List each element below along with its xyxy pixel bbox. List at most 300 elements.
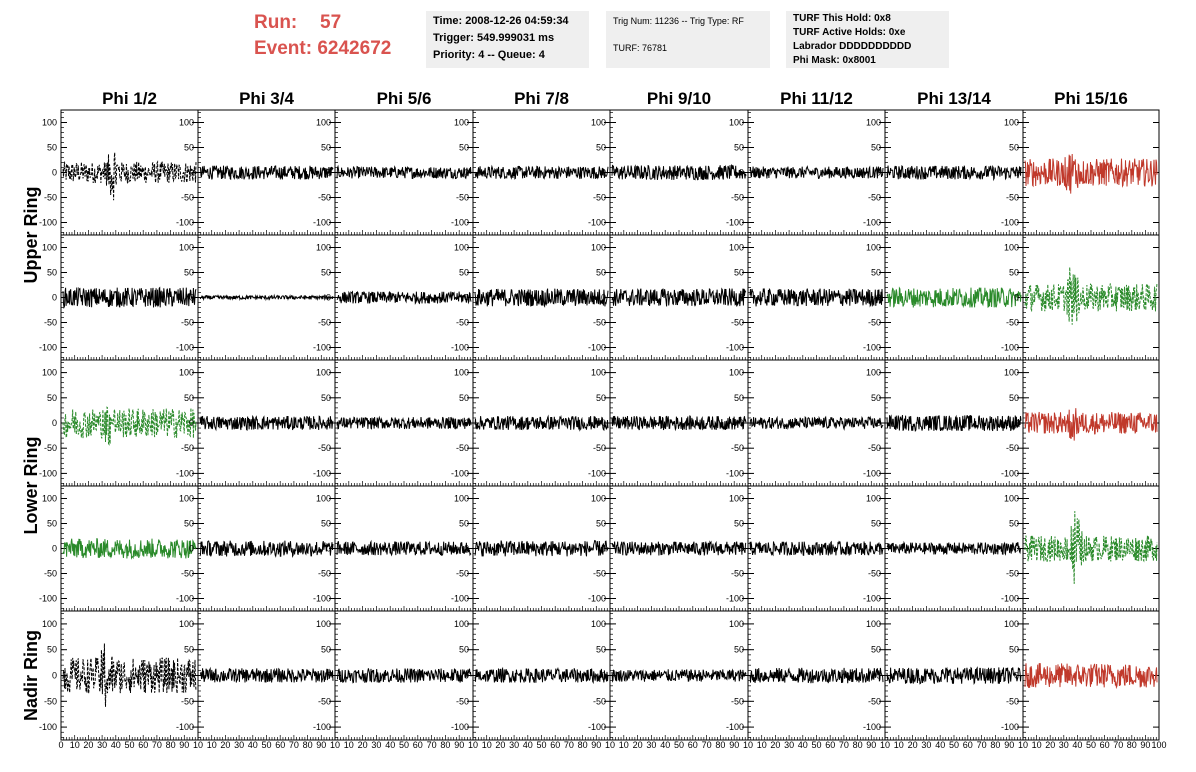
waveform-trace [887,288,1021,308]
y-tick-label: 0 [600,167,606,178]
y-tick-label: 100 [315,367,331,378]
y-tick-label: 0 [463,167,469,178]
y-tick-label: 0 [875,543,881,554]
x-tick-label: 30 [646,740,657,750]
y-tick-label: 50 [1008,267,1019,278]
y-tick-label: -50 [867,696,881,707]
x-tick-label: 60 [412,740,423,750]
x-tick-label: 10 [618,740,629,750]
y-tick-label: 50 [320,644,331,655]
y-tick-label: 50 [458,142,469,153]
waveform-trace [63,288,196,308]
y-tick-label: 100 [590,117,606,128]
y-tick-label: -50 [730,192,744,203]
y-tick-label: -100 [1000,593,1019,604]
y-tick-label: -50 [730,568,744,579]
waveform-trace [200,541,333,557]
y-tick-label: 100 [178,618,194,629]
y-tick-label: -100 [450,593,469,604]
waveform-trace [337,167,471,179]
y-tick-label: -100 [450,722,469,733]
y-tick-label: 0 [1013,292,1019,303]
waveform-trace [750,289,883,307]
y-tick-label: 50 [46,142,57,153]
y-tick-label: -100 [1000,722,1019,733]
waveform-trace [612,416,746,430]
x-tick-label: 50 [948,740,960,750]
y-tick-label: 50 [320,392,331,403]
y-tick-label: 50 [595,142,606,153]
y-tick-label: -100 [862,468,881,479]
x-tick-label: 10 [192,740,204,750]
waveform-trace [887,166,1021,180]
y-tick-label: -50 [317,696,331,707]
y-tick-label: -100 [312,342,331,353]
y-tick-label: -100 [587,342,606,353]
waveform-trace [750,167,883,179]
y-tick-label: -50 [43,568,57,579]
waveform-trace [337,417,471,429]
y-tick-label: -50 [730,317,744,328]
row-label: Nadir Ring [21,629,41,722]
y-tick-label: 100 [315,618,331,629]
x-tick-label: 10 [1017,740,1029,750]
y-tick-label: -100 [587,217,606,228]
y-tick-label: -100 [175,342,194,353]
y-tick-label: 50 [183,644,194,655]
column-title: Phi 3/4 [239,89,294,108]
trigger-text: Trigger: 549.999031 ms [433,32,555,44]
y-tick-label: 50 [595,267,606,278]
y-tick-label: 0 [875,167,881,178]
y-tick-label: 50 [733,518,744,529]
x-tick-label: 50 [398,740,410,750]
column-title: Phi 15/16 [1054,89,1128,108]
x-tick-label: 10 [467,740,479,750]
y-tick-label: 50 [870,267,881,278]
y-tick-label: -100 [725,593,744,604]
waveform-trace [750,668,883,683]
y-tick-label: 0 [463,292,469,303]
y-tick-label: 100 [865,117,881,128]
y-tick-label: -100 [38,468,57,479]
y-tick-label: -100 [312,468,331,479]
y-tick-label: 50 [320,267,331,278]
y-tick-label: 50 [320,518,331,529]
waveform-trace [475,541,608,557]
y-tick-label: 100 [41,117,57,128]
y-tick-label: -100 [725,217,744,228]
y-tick-label: -50 [592,696,606,707]
y-tick-label: 0 [738,292,744,303]
y-tick-label: -100 [38,722,57,733]
waveform-trace [887,543,1021,555]
x-tick-label: 90 [729,740,740,750]
waveform-trace [475,668,608,682]
y-tick-label: -100 [312,217,331,228]
y-tick-label: -50 [317,192,331,203]
y-tick-label: -50 [455,696,469,707]
waveform-trace [750,542,883,556]
y-tick-label: -50 [592,317,606,328]
x-tick-label: 40 [660,740,671,750]
y-tick-label: -50 [592,568,606,579]
x-tick-label: 80 [440,740,451,750]
x-tick-label: 30 [509,740,520,750]
y-tick-label: 50 [46,267,57,278]
y-tick-label: 100 [590,367,606,378]
y-tick-label: 100 [728,618,744,629]
y-tick-label: -100 [725,468,744,479]
waveform-trace [1025,663,1157,688]
x-tick-label: 40 [935,740,946,750]
y-tick-label: -50 [1005,568,1019,579]
y-tick-label: 50 [1008,518,1019,529]
y-tick-label: 0 [188,670,194,681]
x-tick-label: 90 [866,740,877,750]
x-tick-label: 80 [852,740,863,750]
column-title: Phi 1/2 [102,89,157,108]
y-tick-label: -100 [450,217,469,228]
x-tick-label: 70 [1113,740,1124,750]
y-tick-label: 100 [1003,618,1019,629]
x-tick-label: 30 [1058,740,1069,750]
y-tick-label: 0 [188,167,194,178]
column-title: Phi 9/10 [646,89,712,108]
y-tick-label: 50 [183,518,194,529]
y-tick-label: 0 [1013,167,1019,178]
y-tick-label: -50 [455,568,469,579]
y-tick-label: 0 [51,670,57,681]
x-tick-label: 40 [247,740,258,750]
y-tick-label: -50 [180,696,194,707]
column-title: Phi 13/14 [917,89,991,108]
run-label: Run: [254,12,298,33]
y-tick-label: -50 [317,443,331,454]
y-tick-label: -50 [455,192,469,203]
x-tick-label: 60 [825,740,836,750]
x-tick-label: 90 [316,740,327,750]
x-tick-label: 60 [550,740,561,750]
y-tick-label: 0 [325,418,331,428]
y-tick-label: 0 [1013,670,1019,681]
y-tick-label: -50 [43,192,57,203]
y-tick-label: 0 [188,543,194,554]
y-tick-label: -100 [862,722,881,733]
y-tick-label: 100 [728,242,744,253]
x-tick-label: 80 [1126,740,1137,750]
y-tick-label: 0 [325,543,331,554]
y-tick-label: 50 [870,518,881,529]
x-tick-label: 30 [234,740,245,750]
y-tick-label: 100 [178,493,194,504]
waveform-trace [1025,154,1157,194]
y-tick-label: 100 [590,493,606,504]
y-tick-label: -50 [43,696,57,707]
y-tick-label: -100 [1000,468,1019,479]
x-tick-label: 30 [921,740,932,750]
waveform-trace [200,166,333,180]
waveform-trace [750,417,883,429]
y-tick-label: -100 [312,593,331,604]
y-tick-label: 100 [41,493,57,504]
x-tick-label: 100 [1151,740,1167,750]
x-tick-label: 70 [563,740,574,750]
x-tick-label: 80 [165,740,176,750]
y-tick-label: -100 [450,468,469,479]
y-tick-label: 100 [178,242,194,253]
x-tick-label: 50 [673,740,685,750]
y-tick-label: -50 [180,192,194,203]
y-tick-label: -50 [1005,317,1019,328]
x-tick-label: 20 [632,740,643,750]
y-tick-label: 0 [600,292,606,303]
waveform-trace [337,668,471,682]
x-tick-label: 40 [797,740,808,750]
x-tick-label: 30 [97,740,108,750]
y-tick-label: -100 [587,722,606,733]
waveform-trace [1025,511,1157,584]
y-tick-label: 50 [458,644,469,655]
y-tick-label: 100 [453,117,469,128]
waveform-trace [887,667,1021,683]
y-tick-label: -100 [1000,342,1019,353]
x-tick-label: 70 [976,740,987,750]
x-tick-label: 10 [879,740,891,750]
y-tick-label: 100 [178,117,194,128]
y-tick-label: 50 [46,518,57,529]
y-tick-label: 0 [600,670,606,681]
y-tick-label: -100 [587,468,606,479]
labrador-text: Labrador DDDDDDDDDD [793,41,912,52]
y-tick-label: 50 [733,392,744,403]
y-tick-label: 50 [595,644,606,655]
x-tick-label: 20 [220,740,231,750]
y-tick-label: 0 [600,543,606,554]
x-tick-label: 10 [604,740,616,750]
y-tick-label: 100 [315,242,331,253]
y-tick-label: 100 [590,618,606,629]
y-tick-label: 100 [453,493,469,504]
waveform-trace [337,292,471,304]
y-tick-label: 50 [458,518,469,529]
y-tick-label: -50 [867,443,881,454]
x-tick-label: 50 [811,740,822,750]
x-tick-label: 70 [288,740,299,750]
y-tick-label: 100 [728,367,744,378]
x-tick-label: 90 [1004,740,1015,750]
y-tick-label: 100 [728,493,744,504]
x-tick-label: 10 [343,740,354,750]
y-tick-label: -100 [38,593,57,604]
x-tick-label: 30 [371,740,382,750]
column-title: Phi 7/8 [514,89,569,108]
waveform-trace [200,296,333,300]
waveform-trace [63,644,196,707]
x-tick-label: 40 [1072,740,1083,750]
y-tick-label: -100 [587,593,606,604]
x-tick-label: 80 [577,740,588,750]
y-tick-label: 0 [875,670,881,681]
y-tick-label: 50 [46,644,57,655]
y-tick-label: -50 [180,317,194,328]
y-tick-label: 0 [738,418,744,428]
y-tick-label: -100 [725,722,744,733]
y-tick-label: 50 [595,518,606,529]
y-tick-label: 100 [728,117,744,128]
y-tick-label: -100 [38,342,57,353]
x-tick-label: 60 [275,740,286,750]
x-tick-label: 70 [838,740,849,750]
phi-mask-text: Phi Mask: 0x8001 [793,55,876,66]
waveform-trace [1025,408,1157,440]
x-tick-label: 30 [784,740,795,750]
time-text: Time: 2008-12-26 04:59:34 [433,15,569,27]
y-tick-label: -100 [725,342,744,353]
column-title: Phi 5/6 [376,89,432,108]
x-tick-label: 20 [83,740,94,750]
y-tick-label: 100 [865,367,881,378]
waveform-trace [475,289,608,307]
y-tick-label: 0 [875,292,881,303]
row-label: Upper Ring [21,186,41,284]
waveform-trace [63,407,196,444]
y-tick-label: 0 [188,292,194,303]
x-tick-label: 20 [495,740,506,750]
y-tick-label: -50 [455,443,469,454]
x-tick-label: 40 [522,740,533,750]
y-tick-label: -50 [43,317,57,328]
x-tick-label: 60 [1099,740,1110,750]
y-tick-label: -100 [175,593,194,604]
x-tick-label: 0 [58,740,64,750]
turf-hold-text: TURF This Hold: 0x8 [793,13,891,24]
y-tick-label: 0 [51,543,57,554]
x-tick-label: 40 [110,740,121,750]
y-tick-label: 0 [738,167,744,178]
waveform-trace [475,166,608,179]
waveform-trace [200,416,333,430]
y-tick-label: -50 [1005,696,1019,707]
y-tick-label: 50 [183,392,194,403]
y-tick-label: 0 [738,543,744,554]
y-tick-label: -50 [1005,443,1019,454]
y-tick-label: 100 [315,117,331,128]
y-tick-label: -50 [867,192,881,203]
run-value: 57 [320,12,342,33]
y-tick-label: -50 [180,443,194,454]
x-tick-label: 70 [151,740,162,750]
x-tick-label: 80 [715,740,726,750]
y-tick-label: 0 [1013,418,1019,428]
y-tick-label: 50 [1008,644,1019,655]
y-tick-label: -50 [317,568,331,579]
x-tick-label: 90 [179,740,190,750]
y-tick-label: 100 [453,242,469,253]
row-label: Lower Ring [21,436,41,535]
y-tick-label: 100 [41,242,57,253]
y-tick-label: 50 [733,644,744,655]
x-tick-label: 20 [907,740,918,750]
y-tick-label: 50 [1008,392,1019,403]
x-tick-label: 50 [536,740,547,750]
waveform-trace [612,542,746,556]
y-tick-label: -50 [867,317,881,328]
y-tick-label: 100 [41,618,57,629]
waveform-trace [63,153,196,201]
y-tick-label: 100 [1003,493,1019,504]
y-tick-label: 50 [320,142,331,153]
x-tick-label: 10 [756,740,767,750]
x-tick-label: 90 [591,740,602,750]
x-tick-label: 10 [893,740,904,750]
y-tick-label: 0 [463,670,469,681]
y-tick-label: -50 [867,568,881,579]
y-tick-label: 50 [733,142,744,153]
x-tick-label: 10 [742,740,754,750]
waveform-trace [612,669,746,681]
y-tick-label: -100 [175,217,194,228]
y-tick-label: 0 [463,543,469,554]
y-tick-label: -50 [592,443,606,454]
y-tick-label: 50 [1008,142,1019,153]
y-tick-label: 0 [875,418,881,428]
y-tick-label: 100 [1003,117,1019,128]
x-tick-label: 70 [701,740,712,750]
y-tick-label: 0 [51,167,57,178]
x-tick-label: 20 [357,740,368,750]
x-tick-label: 90 [1140,740,1151,750]
y-tick-label: -50 [43,443,57,454]
y-tick-label: -50 [592,192,606,203]
waveform-trace [337,542,471,556]
x-tick-label: 40 [385,740,396,750]
y-tick-label: -100 [312,722,331,733]
y-tick-label: 50 [595,392,606,403]
y-tick-label: -50 [455,317,469,328]
x-tick-label: 50 [1085,740,1097,750]
y-tick-label: -50 [180,568,194,579]
y-tick-label: -50 [730,696,744,707]
waveform-trace [1025,267,1157,325]
y-tick-label: -50 [317,317,331,328]
y-tick-label: 0 [463,418,469,428]
y-tick-label: 0 [738,670,744,681]
y-tick-label: 100 [1003,242,1019,253]
y-tick-label: 50 [870,142,881,153]
y-tick-label: -100 [862,593,881,604]
y-tick-label: 0 [325,292,331,303]
waveform-trace [612,165,746,180]
y-tick-label: -100 [862,342,881,353]
x-tick-label: 60 [138,740,149,750]
y-tick-label: 100 [865,242,881,253]
y-tick-label: 50 [458,392,469,403]
y-tick-label: 100 [590,242,606,253]
x-tick-label: 50 [261,740,272,750]
y-tick-label: 100 [865,618,881,629]
x-tick-label: 10 [1031,740,1042,750]
x-tick-label: 10 [329,740,341,750]
y-tick-label: 50 [870,392,881,403]
y-tick-label: -100 [175,722,194,733]
y-tick-label: 100 [865,493,881,504]
trig-num-text: Trig Num: 11236 -- Trig Type: RF [613,16,744,26]
y-tick-label: 0 [51,418,57,428]
y-tick-label: 50 [46,392,57,403]
event-label: Event: [254,38,313,59]
y-tick-label: 0 [325,670,331,681]
